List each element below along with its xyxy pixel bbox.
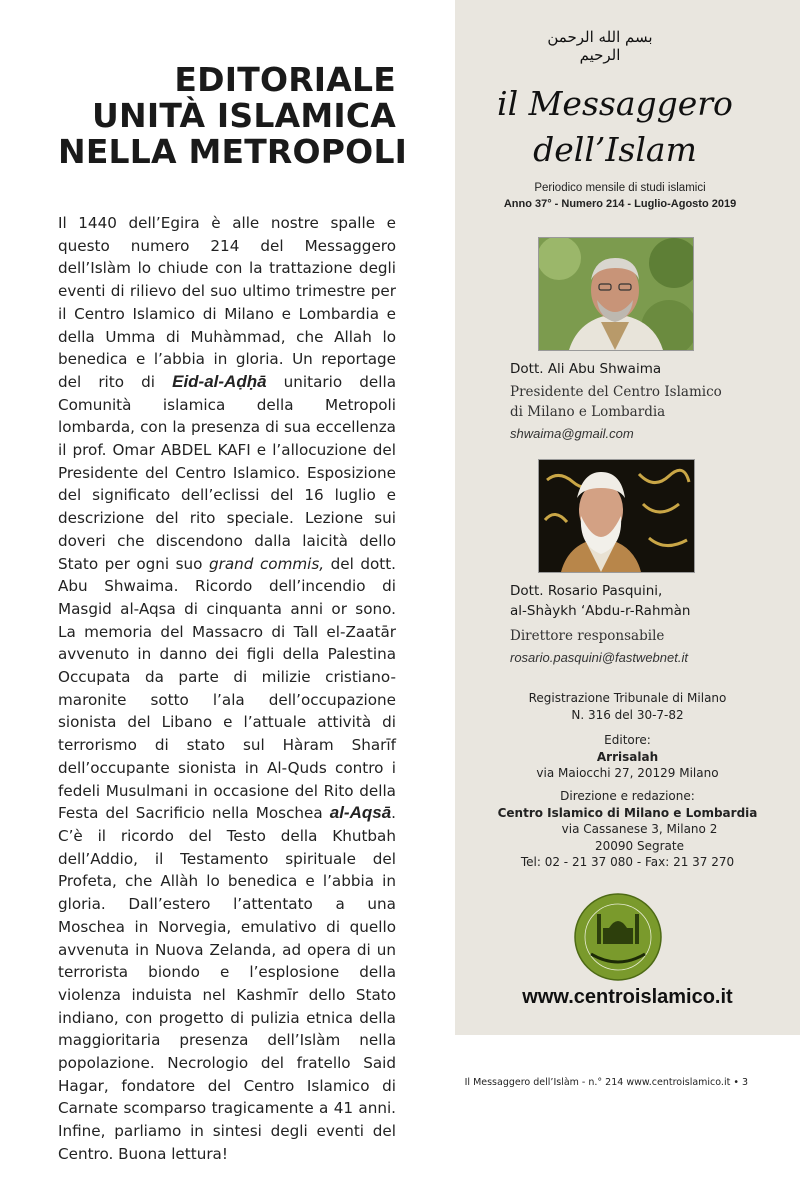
registration-line-1: Registrazione Tribunale di Milano [528,691,727,705]
person-2-email[interactable]: rosario.pasquini@fastwebnet.it [510,650,688,665]
masthead-subtitle: Periodico mensile di studi islamici [534,182,706,194]
title-line-3: NELLA METROPOLI [58,132,408,171]
basmala-calligraphy: بسم الله الرحمن الرحيم [547,28,653,64]
title-line-2: UNITÀ ISLAMICA [92,96,396,135]
person-2-name-line-1: Dott. Rosario Pasquini, [510,583,663,599]
registration-block [455,690,800,723]
portrait-photo-pasquini [538,459,695,573]
website-link[interactable]: www.centroislamico.it [522,986,733,1008]
eid-highlight: Eid-al-Aḍḥā [172,371,267,391]
editorial-office-phone: Tel: 02 - 21 37 080 - Fax: 21 37 270 [520,855,735,869]
portrait-photo-abu-shwaima [538,237,694,351]
editorial-body: Il 1440 dell’Egira è alle nostre spalle e questo numero 214 del Messaggero dell’Islàm lo chiude con la trattazione degli eventi di rilievo del suo ultimo trimestre per il Centro Islamico di Milano e Lombardia e della Umma di Muhàmmad, che Allah lo benedica e l’abbia in gloria. Un reportage del rito di Eid-al-Aḍḥā unitario della Comunità islamica della Metropoli lombarda, con la presenza di sua eccellenza il prof. Omar ABDEL KAFI e l’allocuzione del Presidente del Centro Islamico. Esposizione del significato dell’eclissi del 16 luglio e descrizione del rito speciale. Lezione sui doveri che discendono dalla laicità dello Stato per ogni suo grand commis, del dott. Abu Shwaima. Ricordo dell’incendio di Masgid al-Aqsa di cinquanta anni or sono. La memoria del Massacro di Tall el-Zaatār avvenuto in danno dei figli della Palestina Occupata da parte di milizie cristiano-maronite sotto l’ala dell’occupazione sionista del Libano e l’attuale attività di terrorismo di stato sul Hàram Sharīf dell’occupante sionista in Al-Quds contro i fedeli Musulmani in occasione del Rito della Festa del Sacrificio nella Moschea al-Aqsā. C’è il ricordo del Testo della Khutbah dell’Addio, il Testamento spirituale del Profeta, che Allàh lo benedica e l’abbia in gloria. Dall’estero l’attentato a una Moschea in Norvegia, emulativo di quello avvenuta in Nuova Zelanda, ad opera di un terrorista biondo e l’esplosione della violenza induista nel Kashmīr dello Stato indiano, con progetto di pulizia etnica della maggioritaria presenza dell’Islàm nella popolazione. Necrologio del fratello Said Hagar, fondatore del Centro Islamico di Carnate scomparso tragicamente a 41 anni. Infine, parliamo in sintesi degli eventi del Centro. Buona lettura! [58,214,397,1163]
person-1-email[interactable]: shwaima@gmail.com [510,426,634,441]
person-1-role-line-2: di Milano e Lombardia [510,404,666,420]
person-2-name-line-2: al-Shàykh ‘Abdu-r-Rahmàn [510,603,691,619]
grand-commis-italic: grand commis, [208,554,325,573]
editorial-column [58,60,408,1181]
publisher-label: Editore: [604,733,651,747]
publisher-name: Arrisalah [596,749,659,764]
editorial-office-line-1: via Cassanese 3, Milano 2 [561,822,718,836]
portrait-illustration [539,460,694,572]
registration-line-2: N. 316 del 30-7-82 [571,707,684,722]
person-1-name: Dott. Ali Abu Shwaima [510,361,662,377]
editorial-office-label: Direzione e redazione: [560,789,695,803]
portrait-illustration [539,238,693,350]
person-2-role: Direttore responsabile [510,628,665,644]
editorial-office-line-2: 20090 Segrate [595,838,684,853]
aqsa-highlight: al-Aqsā [329,803,392,823]
masthead-title-line-1: il Messaggero [497,84,733,123]
editorial-office-name: Centro Islamico di Milano e Lombardia [497,805,758,820]
page-footer: Il Messaggero dell’Islàm - n.° 214 www.centroislamico.it • 3 [464,1077,748,1088]
masthead-title-line-2: dell’Islam [533,130,697,169]
centro-islamico-logo [573,892,663,982]
publisher-block [455,732,800,782]
person-1-role-line-1: Presidente del Centro Islamico [510,384,722,400]
masthead-issue: Anno 37° - Numero 214 - Luglio-Agosto 2019 [503,198,737,210]
publisher-address: via Maiocchi 27, 20129 Milano [536,766,719,780]
title-line-1: EDITORIALE [174,60,396,99]
editorial-office-block [455,788,800,871]
editorial-title [58,60,408,171]
